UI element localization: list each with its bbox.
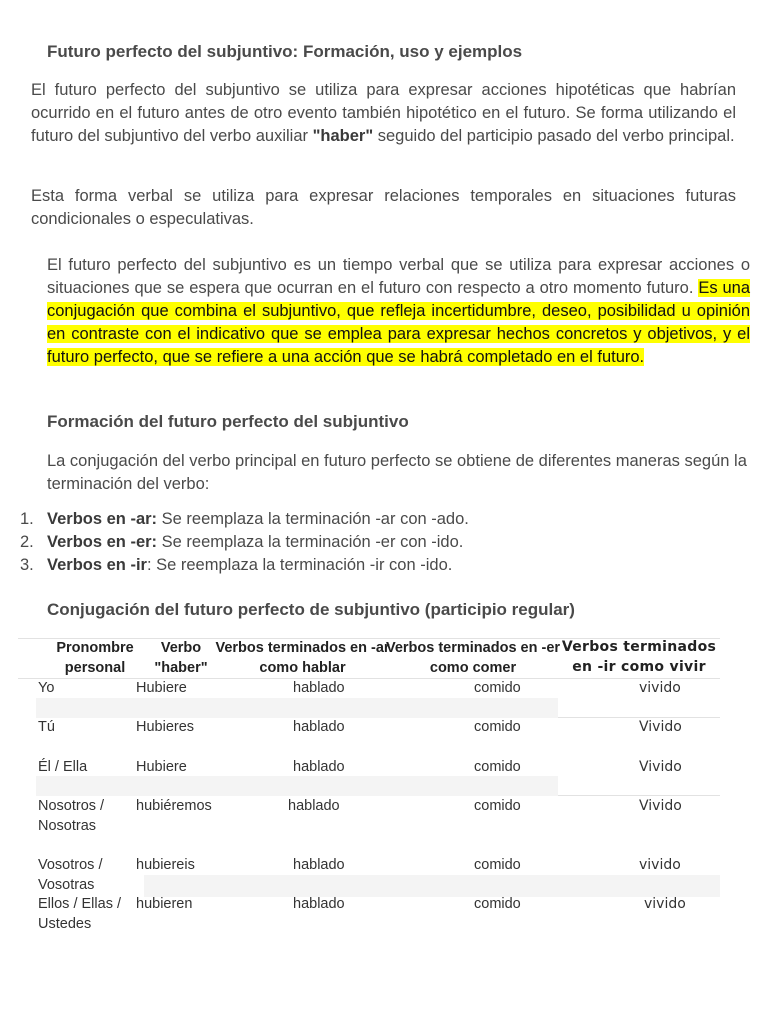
list-item — [0, 554, 740, 577]
intro-p1-text-b: seguido del participio pasado del verbo principal. — [373, 127, 735, 145]
list-number: 1. — [20, 510, 34, 528]
header-pronoun: Pronombre personal — [56, 640, 134, 676]
table-cell-ir: Vivido — [639, 798, 682, 814]
definition-text: El futuro perfecto del subjuntivo es un tiempo verbal que se utiliza para expresar acciones o situaciones que se espera que ocurran en el futuro con respecto a otro momento futuro. — [47, 256, 750, 297]
list-item-bold: Verbos en -ar: — [47, 510, 158, 528]
table-cell-er: comido — [474, 896, 521, 912]
ending-rules-list — [0, 508, 740, 577]
table-cell-ar: hablado — [293, 896, 345, 912]
page-title: Futuro perfecto del subjuntivo: Formación, uso y ejemplos — [47, 42, 523, 61]
list-item-bold: Verbos en -ir — [47, 556, 147, 574]
table-cell-pronoun: Tú — [38, 719, 55, 735]
header-er-verbs: Verbos terminados en -er como comer — [385, 640, 561, 676]
conjugation-table — [0, 636, 768, 956]
table-cell-er: comido — [474, 759, 521, 775]
formation-paragraph: La conjugación del verbo principal en futuro perfecto se obtiene de diferentes maneras según la terminación del verbo: — [47, 452, 747, 493]
table-cell-pronoun: Él / Ella — [38, 759, 88, 775]
table-cell-ir: vivido — [639, 680, 681, 696]
list-number: 2. — [20, 533, 34, 551]
intro-p1-text-a: El futuro perfecto del subjuntivo se utiliza para expresar acciones hipotéticas que habrían ocurrido en el futuro antes de otro evento también hipotético en el futuro. Se forma utilizando el futuro del subjuntivo del verbo auxiliar — [31, 81, 736, 145]
highlighted-text: Es una conjugación que combina el subjuntivo, que refleja incertidumbre, deseo, posibilidad u opinión en contraste con el indicativo que se emplea para expresar hechos concretos y objetivos, y el futuro perfecto, que se refiere a una acción que se habrá completado en el futuro. — [47, 279, 750, 366]
table-cell-er: comido — [474, 719, 521, 735]
table-cell-ar: hablado — [293, 759, 345, 775]
conjugation-heading: Conjugación del futuro perfecto de subjuntivo (participio regular) — [47, 600, 575, 619]
table-cell-er: comido — [474, 798, 521, 814]
table-cell-pronoun: Ellos / Ellas / Ustedes — [38, 896, 121, 932]
table-cell-ir: Vivido — [639, 759, 682, 775]
header-haber: Verbo "haber" — [154, 640, 208, 676]
header-ar-verbs: Verbos terminados en -ar como hablar — [215, 640, 390, 676]
list-item — [0, 531, 740, 554]
table-cell-haber: Hubiere — [136, 680, 187, 696]
table-cell-er: comido — [474, 680, 521, 696]
table-cell-pronoun: Nosotros / Nosotras — [38, 798, 105, 834]
table-cell-er: comido — [474, 857, 521, 873]
table-cell-haber: Hubiere — [136, 759, 187, 775]
row-band — [144, 875, 720, 897]
table-cell-ar: hablado — [288, 798, 340, 814]
header-ir-verbs: Verbos terminados en -ir como vivir — [561, 639, 717, 675]
table-cell-ar: hablado — [293, 719, 345, 735]
table-cell-haber: hubieren — [136, 896, 193, 912]
list-item-text: Se reemplaza la terminación -ar con -ado. — [157, 510, 469, 528]
table-header-rule — [18, 678, 720, 679]
table-cell-ir: vivido — [644, 896, 686, 912]
table-cell-ir: vivido — [639, 857, 681, 873]
table-cell-haber: hubiereis — [136, 857, 195, 873]
table-cell-haber: hubiéremos — [136, 798, 212, 814]
intro-paragraph-1 — [31, 79, 736, 148]
row-band — [36, 698, 558, 718]
intro-p1-bold: "haber" — [312, 127, 374, 145]
table-cell-ar: hablado — [293, 680, 345, 696]
list-item-text: : Se reemplaza la terminación -ir con -ido. — [146, 556, 453, 574]
table-cell-ar: hablado — [293, 857, 345, 873]
table-cell-ir: Vivido — [639, 719, 682, 735]
list-item — [0, 508, 740, 531]
row-band — [36, 776, 558, 796]
table-cell-haber: Hubieres — [136, 719, 195, 735]
table-cell-pronoun: Vosotros / Vosotras — [38, 857, 103, 893]
intro-paragraph-2: Esta forma verbal se utiliza para expresar relaciones temporales en situaciones futuras condicionales o especulativas. — [31, 187, 736, 228]
list-item-text: Se reemplaza la terminación -er con -ido. — [157, 533, 464, 551]
table-cell-pronoun: Yo — [38, 680, 55, 696]
definition-paragraph — [47, 254, 750, 369]
formation-heading: Formación del futuro perfecto del subjuntivo — [47, 412, 409, 431]
list-item-bold: Verbos en -er: — [47, 533, 158, 551]
list-number: 3. — [20, 556, 34, 574]
